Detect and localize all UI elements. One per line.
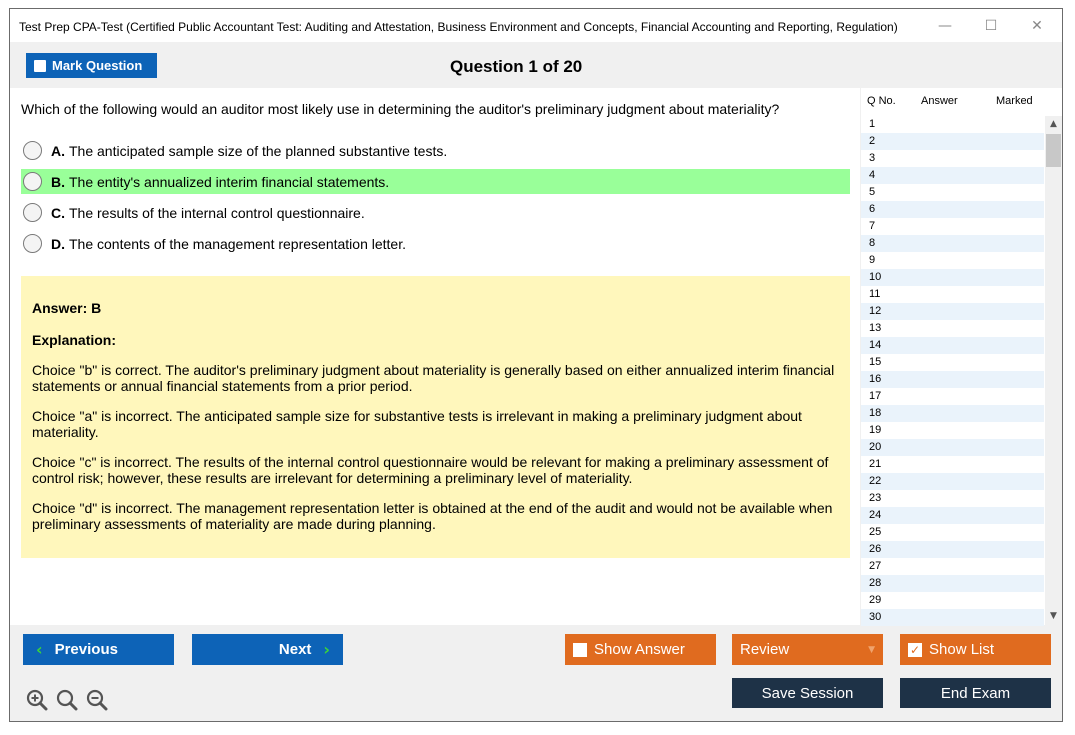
question-list-row[interactable]: 17 bbox=[869, 390, 882, 402]
question-list-row[interactable]: 24 bbox=[861, 507, 1044, 524]
question-counter: Question 1 of 20 bbox=[450, 57, 583, 76]
option-a-text: The anticipated sample size of the planned substantive tests. bbox=[69, 142, 448, 159]
show-answer-label: Show Answer bbox=[594, 641, 685, 658]
dropdown-arrow-icon: ▼ bbox=[868, 644, 875, 655]
question-list-rows bbox=[861, 116, 1044, 626]
answer-header: Answer bbox=[921, 95, 958, 107]
option-c-text: The results of the internal control questionnaire. bbox=[69, 204, 365, 221]
review-label: Review bbox=[740, 641, 790, 658]
option-b[interactable] bbox=[21, 169, 850, 194]
zoom-in-icon[interactable] bbox=[26, 689, 48, 711]
zoom-reset-icon[interactable] bbox=[56, 689, 78, 711]
show-list-button[interactable] bbox=[900, 634, 1051, 665]
zoom-out-icon[interactable] bbox=[86, 689, 108, 711]
option-d-letter: D. bbox=[51, 235, 65, 252]
question-panel bbox=[10, 88, 860, 625]
title-bar bbox=[10, 9, 1062, 42]
question-list-row[interactable]: 11 bbox=[869, 288, 881, 300]
radio-b[interactable] bbox=[23, 172, 42, 191]
option-c[interactable] bbox=[21, 200, 850, 225]
question-list-row[interactable]: 29 bbox=[869, 594, 882, 606]
question-list-row[interactable]: 4 bbox=[861, 167, 1044, 184]
explanation-paragraph: Choice "d" is incorrect. The management representation letter is obtained at the end of the audit and would not be available when preliminary assessments of materiality are made during planning. bbox=[32, 500, 833, 532]
mark-question-button[interactable] bbox=[26, 53, 157, 78]
question-list-row[interactable]: 12 bbox=[861, 303, 1044, 320]
question-list-row[interactable]: 28 bbox=[861, 575, 1044, 592]
question-list-row[interactable]: 15 bbox=[869, 356, 882, 368]
next-button[interactable] bbox=[192, 634, 343, 665]
explanation-paragraph: Choice "c" is incorrect. The results of the internal control questionnaire would be relevant for making a preliminary assessment of control risk; however, these results are irrelevant for determining a preliminary level of materiality. bbox=[32, 454, 829, 486]
end-exam-label: End Exam bbox=[940, 684, 1011, 702]
option-a-letter: A. bbox=[51, 142, 65, 159]
checkbox-icon bbox=[573, 643, 587, 657]
question-list-row[interactable]: 20 bbox=[861, 439, 1044, 456]
question-list-row[interactable]: 7 bbox=[869, 220, 876, 232]
question-list-row[interactable]: 14 bbox=[861, 337, 1044, 354]
question-list-header bbox=[861, 88, 1062, 116]
question-list-row[interactable]: 27 bbox=[869, 560, 882, 572]
question-list-row[interactable]: 19 bbox=[869, 424, 882, 436]
radio-d[interactable] bbox=[23, 234, 42, 253]
question-list-row[interactable]: 22 bbox=[861, 473, 1044, 490]
question-list-row[interactable]: 25 bbox=[869, 526, 882, 538]
question-list-row[interactable]: 9 bbox=[869, 254, 876, 266]
maximize-button[interactable]: ☐ bbox=[984, 18, 998, 34]
end-exam-button[interactable] bbox=[900, 678, 1051, 708]
question-list-row[interactable]: 16 bbox=[861, 371, 1044, 388]
question-text: Which of the following would an auditor most likely use in determining the auditor's preliminary judgment about materiality? bbox=[21, 101, 780, 117]
top-toolbar bbox=[10, 42, 1062, 88]
question-list-row[interactable]: 13 bbox=[869, 322, 882, 334]
question-list-scrollbar[interactable] bbox=[1045, 116, 1062, 625]
window-title: Test Prep CPA-Test (Certified Public Accountant Test: Auditing and Attestation, Business Environment and Concepts, Financial Accounting and Reporting, Regulation) bbox=[19, 20, 898, 34]
question-list-row[interactable]: 2 bbox=[861, 133, 1044, 150]
explanation-paragraph: Choice "a" is incorrect. The anticipated sample size for substantive tests is irrelevant in making a preliminary judgment about materiality. bbox=[32, 408, 802, 440]
question-list-row[interactable]: 23 bbox=[869, 492, 882, 504]
option-b-letter: B. bbox=[51, 173, 65, 190]
previous-label: Previous bbox=[54, 641, 118, 658]
previous-button[interactable] bbox=[23, 634, 174, 665]
question-list-row[interactable]: 18 bbox=[861, 405, 1044, 422]
close-button[interactable]: ✕ bbox=[1031, 18, 1043, 34]
question-list-row[interactable]: 30 bbox=[861, 609, 1044, 626]
show-answer-button[interactable] bbox=[565, 634, 716, 665]
chevron-right-icon: › bbox=[323, 640, 330, 659]
mark-question-label: Mark Question bbox=[52, 58, 143, 73]
chevron-left-icon: ‹ bbox=[36, 640, 43, 659]
app-window bbox=[9, 8, 1063, 722]
show-list-label: Show List bbox=[929, 641, 995, 658]
option-c-letter: C. bbox=[51, 204, 65, 221]
option-b-text: The entity's annualized interim financial statements. bbox=[69, 173, 390, 190]
answer-label: Answer: B bbox=[32, 300, 102, 316]
radio-a[interactable] bbox=[23, 141, 42, 160]
save-session-label: Save Session bbox=[761, 684, 854, 702]
question-list-panel bbox=[861, 88, 1062, 625]
scroll-thumb[interactable] bbox=[1046, 134, 1061, 167]
question-list-row[interactable]: 1 bbox=[869, 118, 876, 130]
question-list-row[interactable]: 3 bbox=[869, 152, 876, 164]
mark-checkbox-icon bbox=[34, 60, 46, 72]
explanation-paragraph: Choice "b" is correct. The auditor's preliminary judgment about materiality is generally based on either annualized interim financial statements or annual financial statements from a prior period. bbox=[32, 362, 835, 394]
save-session-button[interactable] bbox=[732, 678, 883, 708]
question-list-row[interactable]: 6 bbox=[861, 201, 1044, 218]
next-label: Next bbox=[278, 641, 312, 658]
question-list-row[interactable]: 10 bbox=[861, 269, 1044, 286]
question-list-row[interactable]: 21 bbox=[869, 458, 882, 470]
qno-header: Q No. bbox=[867, 95, 896, 107]
question-list-row[interactable]: 26 bbox=[861, 541, 1044, 558]
explanation-heading: Explanation: bbox=[32, 332, 117, 348]
marked-header: Marked bbox=[996, 95, 1033, 107]
radio-c[interactable] bbox=[23, 203, 42, 222]
explanation-box bbox=[21, 276, 850, 558]
option-d[interactable] bbox=[21, 231, 850, 256]
review-dropdown[interactable] bbox=[732, 634, 883, 665]
scroll-up-icon[interactable]: ▲ bbox=[1050, 119, 1057, 129]
checked-checkbox-icon: ✓ bbox=[909, 642, 921, 657]
question-list-row[interactable]: 5 bbox=[869, 186, 876, 198]
option-a[interactable] bbox=[21, 138, 850, 163]
scroll-down-icon[interactable]: ▼ bbox=[1050, 611, 1057, 621]
question-list-row[interactable]: 8 bbox=[861, 235, 1044, 252]
option-d-text: The contents of the management representation letter. bbox=[69, 235, 406, 252]
minimize-button[interactable]: — bbox=[938, 18, 952, 34]
